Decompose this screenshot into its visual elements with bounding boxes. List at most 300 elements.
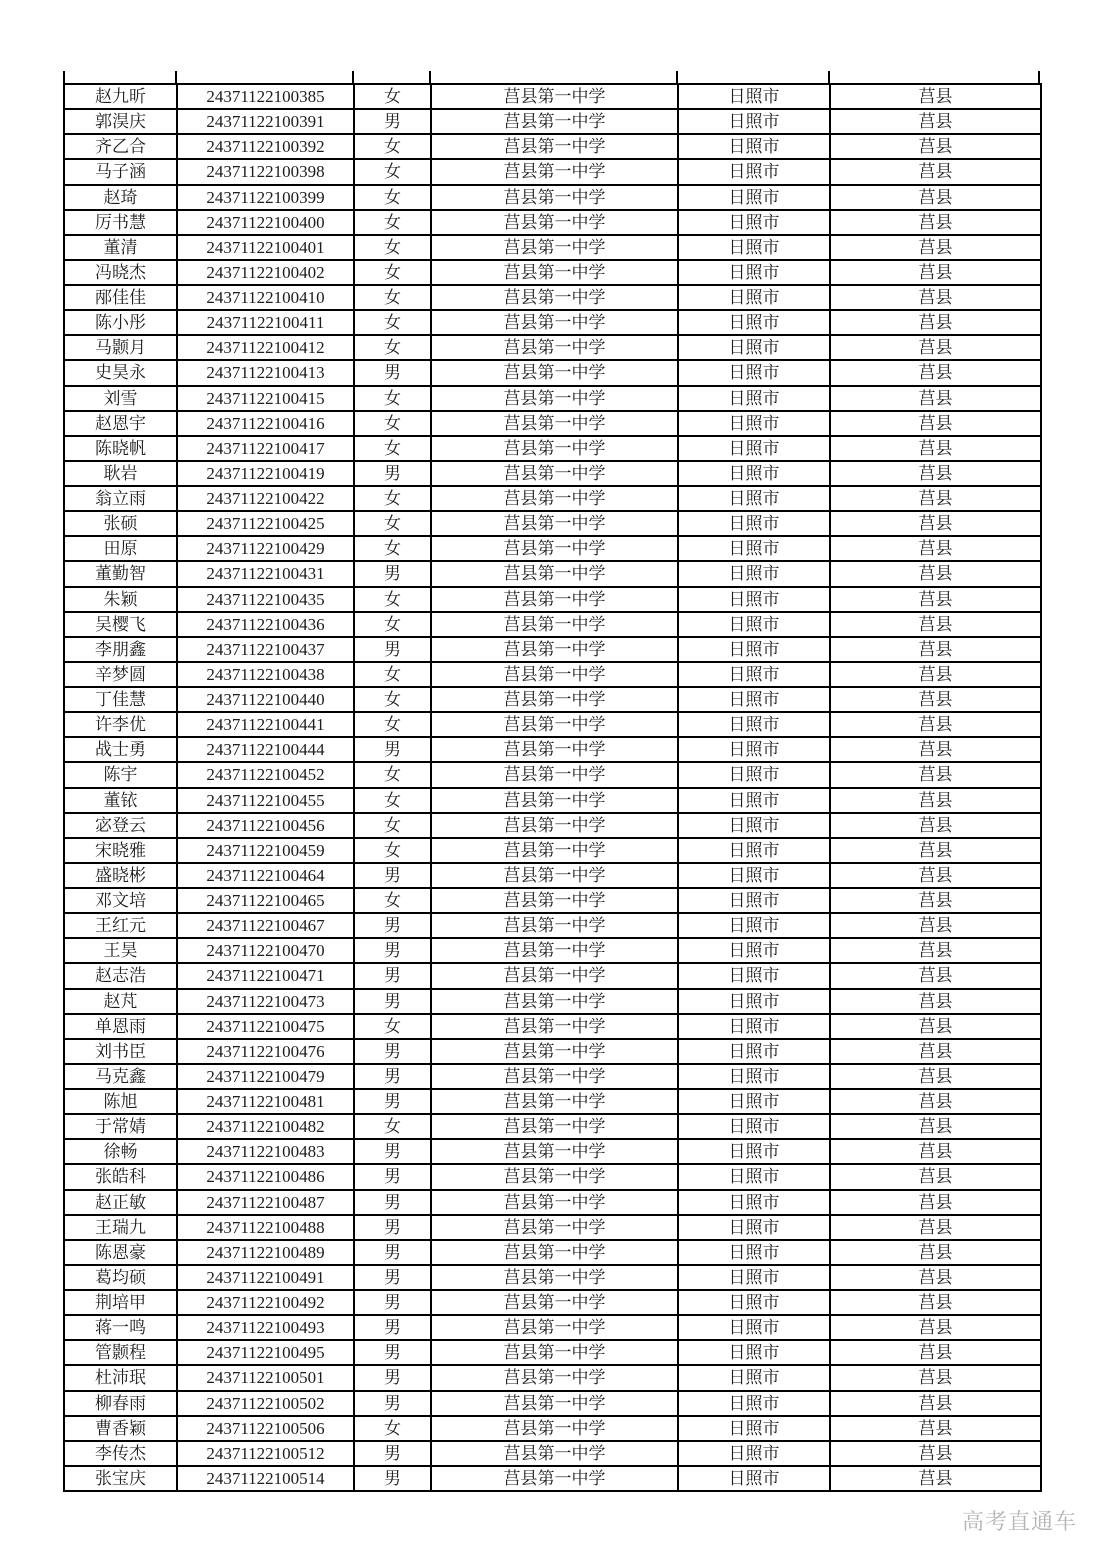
gender-cell: 男 — [354, 938, 431, 963]
table-row — [64, 360, 1041, 385]
city-cell: 日照市 — [678, 1139, 830, 1164]
table-row — [64, 662, 1041, 687]
city-cell: 日照市 — [678, 1466, 830, 1491]
city-cell: 日照市 — [678, 1315, 830, 1340]
county-cell: 莒县 — [830, 561, 1041, 586]
gender-cell: 男 — [354, 1190, 431, 1215]
table-row — [64, 159, 1041, 184]
county-cell: 莒县 — [830, 511, 1041, 536]
city-cell: 日照市 — [678, 185, 830, 210]
city-cell: 日照市 — [678, 838, 830, 863]
school-cell: 莒县第一中学 — [431, 788, 678, 813]
table-row — [64, 913, 1041, 938]
table-row — [64, 938, 1041, 963]
name-cell: 赵琦 — [64, 185, 177, 210]
school-cell: 莒县第一中学 — [431, 863, 678, 888]
county-cell: 莒县 — [830, 712, 1041, 737]
county-cell: 莒县 — [830, 788, 1041, 813]
county-cell: 莒县 — [830, 310, 1041, 335]
county-cell: 莒县 — [830, 963, 1041, 988]
county-cell: 莒县 — [830, 411, 1041, 436]
table-row — [64, 185, 1041, 210]
county-cell: 莒县 — [830, 1340, 1041, 1365]
city-cell: 日照市 — [678, 888, 830, 913]
exam-number-cell: 24371122100444 — [177, 737, 354, 762]
divider — [828, 71, 830, 83]
table-row — [64, 1416, 1041, 1441]
table-row — [64, 1365, 1041, 1390]
city-cell: 日照市 — [678, 687, 830, 712]
table-row — [64, 1240, 1041, 1265]
table-row — [64, 712, 1041, 737]
name-cell: 丁佳慧 — [64, 687, 177, 712]
county-cell: 莒县 — [830, 1114, 1041, 1139]
exam-number-cell: 24371122100476 — [177, 1039, 354, 1064]
city-cell: 日照市 — [678, 84, 830, 109]
gender-cell: 女 — [354, 84, 431, 109]
city-cell: 日照市 — [678, 561, 830, 586]
table-row — [64, 561, 1041, 586]
county-cell: 莒县 — [830, 1416, 1041, 1441]
name-cell: 杜沛珉 — [64, 1365, 177, 1390]
name-cell: 耿岩 — [64, 461, 177, 486]
name-cell: 荆培甲 — [64, 1290, 177, 1315]
school-cell: 莒县第一中学 — [431, 210, 678, 235]
county-cell: 莒县 — [830, 210, 1041, 235]
gender-cell: 女 — [354, 486, 431, 511]
school-cell: 莒县第一中学 — [431, 436, 678, 461]
city-cell: 日照市 — [678, 737, 830, 762]
gender-cell: 男 — [354, 1365, 431, 1390]
school-cell: 莒县第一中学 — [431, 461, 678, 486]
name-cell: 蒋一鸣 — [64, 1315, 177, 1340]
name-cell: 张硕 — [64, 511, 177, 536]
name-cell: 葛均硕 — [64, 1265, 177, 1290]
county-cell: 莒县 — [830, 1164, 1041, 1189]
name-cell: 单恩雨 — [64, 1014, 177, 1039]
name-cell: 张皓科 — [64, 1164, 177, 1189]
city-cell: 日照市 — [678, 913, 830, 938]
county-cell: 莒县 — [830, 1089, 1041, 1114]
name-cell: 许李优 — [64, 712, 177, 737]
exam-number-cell: 24371122100514 — [177, 1466, 354, 1491]
exam-number-cell: 24371122100438 — [177, 662, 354, 687]
name-cell: 厉书慧 — [64, 210, 177, 235]
county-cell: 莒县 — [830, 888, 1041, 913]
county-cell: 莒县 — [830, 863, 1041, 888]
school-cell: 莒县第一中学 — [431, 662, 678, 687]
table-row — [64, 1290, 1041, 1315]
exam-number-cell: 24371122100399 — [177, 185, 354, 210]
name-cell: 王瑞九 — [64, 1215, 177, 1240]
gender-cell: 男 — [354, 1139, 431, 1164]
exam-number-cell: 24371122100412 — [177, 335, 354, 360]
school-cell: 莒县第一中学 — [431, 84, 678, 109]
divider — [676, 71, 678, 83]
school-cell: 莒县第一中学 — [431, 536, 678, 561]
city-cell: 日照市 — [678, 712, 830, 737]
gender-cell: 女 — [354, 587, 431, 612]
name-cell: 董清 — [64, 235, 177, 260]
city-cell: 日照市 — [678, 1441, 830, 1466]
table-row — [64, 1139, 1041, 1164]
county-cell: 莒县 — [830, 436, 1041, 461]
school-cell: 莒县第一中学 — [431, 159, 678, 184]
exam-number-cell: 24371122100473 — [177, 989, 354, 1014]
gender-cell: 男 — [354, 863, 431, 888]
city-cell: 日照市 — [678, 486, 830, 511]
gender-cell: 女 — [354, 1416, 431, 1441]
table-row — [64, 637, 1041, 662]
county-cell: 莒县 — [830, 260, 1041, 285]
city-cell: 日照市 — [678, 1365, 830, 1390]
school-cell: 莒县第一中学 — [431, 963, 678, 988]
gender-cell: 女 — [354, 159, 431, 184]
name-cell: 陈恩豪 — [64, 1240, 177, 1265]
name-cell: 田原 — [64, 536, 177, 561]
name-cell: 马克鑫 — [64, 1064, 177, 1089]
exam-number-cell: 24371122100419 — [177, 461, 354, 486]
city-cell: 日照市 — [678, 813, 830, 838]
gender-cell: 男 — [354, 913, 431, 938]
table-row — [64, 1190, 1041, 1215]
name-cell: 王昊 — [64, 938, 177, 963]
name-cell: 朱颖 — [64, 587, 177, 612]
table-row — [64, 1114, 1041, 1139]
county-cell: 莒县 — [830, 737, 1041, 762]
gender-cell: 女 — [354, 762, 431, 787]
table-row — [64, 1039, 1041, 1064]
table-row — [64, 612, 1041, 637]
exam-number-cell: 24371122100501 — [177, 1365, 354, 1390]
gender-cell: 男 — [354, 1215, 431, 1240]
school-cell: 莒县第一中学 — [431, 411, 678, 436]
school-cell: 莒县第一中学 — [431, 134, 678, 159]
gender-cell: 女 — [354, 511, 431, 536]
school-cell: 莒县第一中学 — [431, 1365, 678, 1390]
county-cell: 莒县 — [830, 536, 1041, 561]
table-row — [64, 813, 1041, 838]
exam-number-cell: 24371122100489 — [177, 1240, 354, 1265]
city-cell: 日照市 — [678, 989, 830, 1014]
county-cell: 莒县 — [830, 185, 1041, 210]
name-cell: 徐畅 — [64, 1139, 177, 1164]
gender-cell: 女 — [354, 185, 431, 210]
exam-number-cell: 24371122100479 — [177, 1064, 354, 1089]
gender-cell: 女 — [354, 687, 431, 712]
gender-cell: 男 — [354, 1340, 431, 1365]
gender-cell: 男 — [354, 1164, 431, 1189]
table-row — [64, 210, 1041, 235]
gender-cell: 男 — [354, 1240, 431, 1265]
table-row — [64, 1089, 1041, 1114]
exam-number-cell: 24371122100398 — [177, 159, 354, 184]
exam-number-cell: 24371122100392 — [177, 134, 354, 159]
gender-cell: 男 — [354, 989, 431, 1014]
name-cell: 陈旭 — [64, 1089, 177, 1114]
exam-number-cell: 24371122100435 — [177, 587, 354, 612]
school-cell: 莒县第一中学 — [431, 712, 678, 737]
county-cell: 莒县 — [830, 1139, 1041, 1164]
table-row — [64, 386, 1041, 411]
city-cell: 日照市 — [678, 1391, 830, 1416]
table-row — [64, 461, 1041, 486]
name-cell: 史昊永 — [64, 360, 177, 385]
exam-number-cell: 24371122100470 — [177, 938, 354, 963]
gender-cell: 女 — [354, 662, 431, 687]
name-cell: 冯晓杰 — [64, 260, 177, 285]
name-cell: 陈宇 — [64, 762, 177, 787]
name-cell: 赵九昕 — [64, 84, 177, 109]
name-cell: 柳春雨 — [64, 1391, 177, 1416]
table-row — [64, 1265, 1041, 1290]
gender-cell: 女 — [354, 612, 431, 637]
city-cell: 日照市 — [678, 1064, 830, 1089]
school-cell: 莒县第一中学 — [431, 511, 678, 536]
gender-cell: 男 — [354, 1290, 431, 1315]
name-cell: 刘书臣 — [64, 1039, 177, 1064]
city-cell: 日照市 — [678, 612, 830, 637]
exam-number-cell: 24371122100492 — [177, 1290, 354, 1315]
county-cell: 莒县 — [830, 1240, 1041, 1265]
watermark-text: 高考直通车 — [961, 1509, 1077, 1534]
school-cell: 莒县第一中学 — [431, 587, 678, 612]
name-cell: 邓文培 — [64, 888, 177, 913]
exam-number-cell: 24371122100493 — [177, 1315, 354, 1340]
gender-cell: 男 — [354, 561, 431, 586]
school-cell: 莒县第一中学 — [431, 1441, 678, 1466]
gender-cell: 男 — [354, 461, 431, 486]
city-cell: 日照市 — [678, 159, 830, 184]
table-row — [64, 235, 1041, 260]
divider — [175, 71, 177, 83]
exam-number-cell: 24371122100416 — [177, 411, 354, 436]
gender-cell: 男 — [354, 1441, 431, 1466]
school-cell: 莒县第一中学 — [431, 1064, 678, 1089]
school-cell: 莒县第一中学 — [431, 888, 678, 913]
county-cell: 莒县 — [830, 285, 1041, 310]
exam-number-cell: 24371122100495 — [177, 1340, 354, 1365]
school-cell: 莒县第一中学 — [431, 1315, 678, 1340]
gender-cell: 男 — [354, 737, 431, 762]
exam-number-cell: 24371122100486 — [177, 1164, 354, 1189]
name-cell: 宋晓雅 — [64, 838, 177, 863]
table-row — [64, 260, 1041, 285]
school-cell: 莒县第一中学 — [431, 310, 678, 335]
county-cell: 莒县 — [830, 386, 1041, 411]
name-cell: 曹香颖 — [64, 1416, 177, 1441]
school-cell: 莒县第一中学 — [431, 1139, 678, 1164]
table-row — [64, 1014, 1041, 1039]
exam-number-cell: 24371122100401 — [177, 235, 354, 260]
city-cell: 日照市 — [678, 1039, 830, 1064]
name-cell: 辛梦圆 — [64, 662, 177, 687]
city-cell: 日照市 — [678, 587, 830, 612]
exam-number-cell: 24371122100429 — [177, 536, 354, 561]
school-cell: 莒县第一中学 — [431, 561, 678, 586]
exam-number-cell: 24371122100436 — [177, 612, 354, 637]
gender-cell: 女 — [354, 436, 431, 461]
exam-number-cell: 24371122100452 — [177, 762, 354, 787]
name-cell: 赵正敏 — [64, 1190, 177, 1215]
divider — [63, 71, 65, 83]
exam-number-cell: 24371122100411 — [177, 310, 354, 335]
exam-number-cell: 24371122100385 — [177, 84, 354, 109]
exam-number-cell: 24371122100482 — [177, 1114, 354, 1139]
table-row — [64, 687, 1041, 712]
city-cell: 日照市 — [678, 134, 830, 159]
gender-cell: 男 — [354, 109, 431, 134]
gender-cell: 女 — [354, 813, 431, 838]
gender-cell: 男 — [354, 360, 431, 385]
exam-number-cell: 24371122100400 — [177, 210, 354, 235]
exam-number-cell: 24371122100475 — [177, 1014, 354, 1039]
city-cell: 日照市 — [678, 1240, 830, 1265]
gender-cell: 女 — [354, 235, 431, 260]
table-row — [64, 335, 1041, 360]
city-cell: 日照市 — [678, 1114, 830, 1139]
gender-cell: 女 — [354, 888, 431, 913]
table-row — [64, 963, 1041, 988]
table-row — [64, 436, 1041, 461]
school-cell: 莒县第一中学 — [431, 1014, 678, 1039]
table-row — [64, 1391, 1041, 1416]
exam-number-cell: 24371122100471 — [177, 963, 354, 988]
gender-cell: 女 — [354, 260, 431, 285]
table-row — [64, 863, 1041, 888]
city-cell: 日照市 — [678, 360, 830, 385]
county-cell: 莒县 — [830, 1064, 1041, 1089]
table-row — [64, 1340, 1041, 1365]
table-row — [64, 587, 1041, 612]
school-cell: 莒县第一中学 — [431, 1089, 678, 1114]
school-cell: 莒县第一中学 — [431, 260, 678, 285]
gender-cell: 男 — [354, 1265, 431, 1290]
name-cell: 马颢月 — [64, 335, 177, 360]
name-cell: 陈小彤 — [64, 310, 177, 335]
school-cell: 莒县第一中学 — [431, 109, 678, 134]
name-cell: 董勤智 — [64, 561, 177, 586]
table-row — [64, 1164, 1041, 1189]
county-cell: 莒县 — [830, 1190, 1041, 1215]
exam-number-cell: 24371122100415 — [177, 386, 354, 411]
table-row — [64, 1315, 1041, 1340]
city-cell: 日照市 — [678, 235, 830, 260]
school-cell: 莒县第一中学 — [431, 335, 678, 360]
school-cell: 莒县第一中学 — [431, 762, 678, 787]
exam-number-cell: 24371122100481 — [177, 1089, 354, 1114]
county-cell: 莒县 — [830, 1290, 1041, 1315]
city-cell: 日照市 — [678, 210, 830, 235]
exam-number-cell: 24371122100459 — [177, 838, 354, 863]
gender-cell: 女 — [354, 1114, 431, 1139]
table-row — [64, 109, 1041, 134]
county-cell: 莒县 — [830, 662, 1041, 687]
divider — [1038, 71, 1040, 83]
name-cell: 翁立雨 — [64, 486, 177, 511]
table-row — [64, 762, 1041, 787]
school-cell: 莒县第一中学 — [431, 1340, 678, 1365]
exam-number-cell: 24371122100506 — [177, 1416, 354, 1441]
school-cell: 莒县第一中学 — [431, 838, 678, 863]
name-cell: 吴樱飞 — [64, 612, 177, 637]
city-cell: 日照市 — [678, 788, 830, 813]
school-cell: 莒县第一中学 — [431, 813, 678, 838]
name-cell: 李朋鑫 — [64, 637, 177, 662]
school-cell: 莒县第一中学 — [431, 989, 678, 1014]
school-cell: 莒县第一中学 — [431, 1190, 678, 1215]
county-cell: 莒县 — [830, 84, 1041, 109]
table-row — [64, 310, 1041, 335]
gender-cell: 女 — [354, 712, 431, 737]
city-cell: 日照市 — [678, 260, 830, 285]
county-cell: 莒县 — [830, 838, 1041, 863]
city-cell: 日照市 — [678, 536, 830, 561]
gender-cell: 女 — [354, 788, 431, 813]
exam-number-cell: 24371122100502 — [177, 1391, 354, 1416]
city-cell: 日照市 — [678, 863, 830, 888]
gender-cell: 女 — [354, 1014, 431, 1039]
exam-number-cell: 24371122100437 — [177, 637, 354, 662]
city-cell: 日照市 — [678, 511, 830, 536]
school-cell: 莒县第一中学 — [431, 1265, 678, 1290]
exam-number-cell: 24371122100431 — [177, 561, 354, 586]
county-cell: 莒县 — [830, 360, 1041, 385]
school-cell: 莒县第一中学 — [431, 1391, 678, 1416]
school-cell: 莒县第一中学 — [431, 1114, 678, 1139]
table-row — [64, 737, 1041, 762]
city-cell: 日照市 — [678, 109, 830, 134]
name-cell: 郭淏庆 — [64, 109, 177, 134]
name-cell: 赵芃 — [64, 989, 177, 1014]
school-cell: 莒县第一中学 — [431, 1416, 678, 1441]
table-row — [64, 285, 1041, 310]
gender-cell: 女 — [354, 838, 431, 863]
name-cell: 张宝庆 — [64, 1466, 177, 1491]
city-cell: 日照市 — [678, 762, 830, 787]
gender-cell: 男 — [354, 1315, 431, 1340]
city-cell: 日照市 — [678, 1089, 830, 1114]
school-cell: 莒县第一中学 — [431, 360, 678, 385]
school-cell: 莒县第一中学 — [431, 612, 678, 637]
gender-cell: 女 — [354, 134, 431, 159]
exam-number-cell: 24371122100483 — [177, 1139, 354, 1164]
student-roster-table — [63, 83, 1042, 1492]
county-cell: 莒县 — [830, 134, 1041, 159]
county-cell: 莒县 — [830, 913, 1041, 938]
table-row — [64, 1064, 1041, 1089]
school-cell: 莒县第一中学 — [431, 938, 678, 963]
city-cell: 日照市 — [678, 1215, 830, 1240]
city-cell: 日照市 — [678, 1340, 830, 1365]
city-cell: 日照市 — [678, 1190, 830, 1215]
city-cell: 日照市 — [678, 963, 830, 988]
divider — [429, 71, 431, 83]
city-cell: 日照市 — [678, 1416, 830, 1441]
county-cell: 莒县 — [830, 1014, 1041, 1039]
gender-cell: 男 — [354, 1064, 431, 1089]
exam-number-cell: 24371122100441 — [177, 712, 354, 737]
county-cell: 莒县 — [830, 1215, 1041, 1240]
table-row — [64, 84, 1041, 109]
gender-cell: 男 — [354, 963, 431, 988]
school-cell: 莒县第一中学 — [431, 1290, 678, 1315]
table-row — [64, 788, 1041, 813]
gender-cell: 女 — [354, 536, 431, 561]
name-cell: 齐乙合 — [64, 134, 177, 159]
school-cell: 莒县第一中学 — [431, 1215, 678, 1240]
school-cell: 莒县第一中学 — [431, 687, 678, 712]
